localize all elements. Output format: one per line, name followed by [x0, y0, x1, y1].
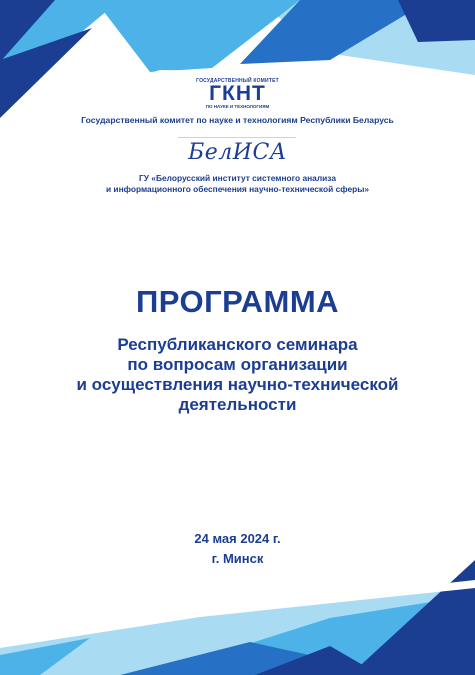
subtitle-line: и осуществления научно-технической — [76, 375, 399, 394]
belisa-full-name — [0, 173, 475, 195]
belisa-full-name-line: и информационного обеспечения научно-технической сферы» — [105, 184, 370, 194]
gknt-logo — [0, 78, 475, 112]
belisa-full-name-line: ГУ «Белорусский институт системного анализа — [139, 173, 336, 183]
subtitle-line: деятельности — [178, 395, 297, 414]
event-date: 24 мая 2024 г. — [194, 531, 281, 546]
document-subtitle — [0, 335, 475, 415]
gknt-logo-top-caption: ГОСУДАРСТВЕННЫЙ КОМИТЕТ — [196, 78, 279, 84]
gknt-full-name: Государственный комитет по науке и технологиям Республики Беларусь — [81, 115, 394, 125]
gknt-logo-bottom-caption: ПО НАУКЕ И ТЕХНОЛОГИЯМ — [205, 104, 270, 109]
gknt-logo-abbreviation: ГКНТ — [209, 82, 266, 105]
belisa-logo-text: БелИСА — [188, 140, 287, 165]
belisa-logo — [0, 140, 475, 170]
event-city: г. Минск — [211, 551, 264, 566]
subtitle-line: Республиканского семинара — [117, 335, 358, 354]
bottom-decoration — [0, 560, 475, 675]
subtitle-line: по вопросам организации — [127, 355, 348, 374]
logo-divider — [178, 137, 296, 138]
document-title: ПРОГРАММА — [135, 284, 340, 319]
